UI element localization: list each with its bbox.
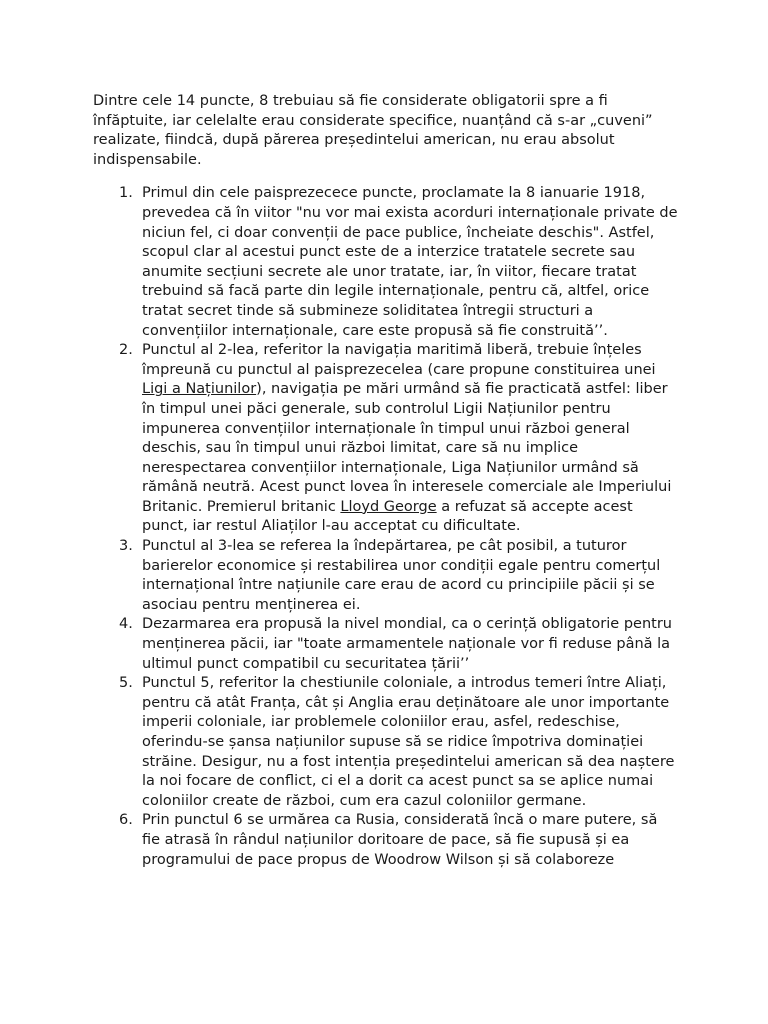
list-item-text: Punctul al 3-lea se referea la îndepărtarea, pe cât posibil, a tuturor barierelor economice și restabilirea unor condiții egale pentru comerțul internațional între națiunile care erau de acord cu principiile păcii și se asociau pentru menținerea ei. <box>142 538 661 613</box>
intro-paragraph: Dintre cele 14 puncte, 8 trebuiau să fie considerate obligatorii spre a fi înfăptuite, iar celelalte erau considerate specifice, nuanțând că s-ar „cuveni” realizate, fiindcă, după părerea președintelui american, nu erau absolut indispensabile. <box>93 93 653 168</box>
list-item-3 <box>93 537 678 615</box>
link-liga-natiunilor[interactable]: Ligi a Națiunilor <box>142 381 257 398</box>
list-number: 4. <box>119 616 133 633</box>
points-list <box>93 184 678 870</box>
list-item-5 <box>93 674 678 811</box>
document-page <box>93 92 678 870</box>
link-lloyd-george[interactable]: Lloyd George <box>340 498 437 515</box>
list-number: 1. <box>119 185 133 202</box>
list-item-2 <box>93 341 678 537</box>
list-item-text: ), navigația pe mări urmând să fie practicată astfel: liber în timpul unei păci generale, sub controlul Ligii Națiunilor pentru impunerea convențiilor internaționale în timpul unui război general deschis, sau în timpul unui război limitat, care să nu implice nerespectarea convențiilor internaționale, Liga Națiunilor urmând să rămână neutră. Acest punct lovea în interesele comerciale ale Imperiului Britanic. Premierul britanic <box>142 381 672 515</box>
list-item-text: Punctul al 2-lea, referitor la navigația maritimă liberă, trebuie înțeles împreună cu punctul al paisprezecelea (care propune constituirea unei <box>142 342 656 378</box>
list-item-text: Primul din cele paisprezecece puncte, proclamate la 8 ianuarie 1918, prevedea că în viitor "nu vor mai exista acorduri internaționale private de niciun fel, ci doar convenții de pace publice, încheiate deschis". Astfel, scopul clar al acestui punct este de a interzice tratatele secrete sau anumite secțiuni secrete ale unor tratate, iar, în viitor, fiecare tratat trebuind să facă parte din legile internaționale, pentru că, altfel, orice tratat secret tinde să submineze soliditatea întregii structuri a convențiilor internaționale, care este propusă să fie construită’’. <box>142 185 678 339</box>
list-item-text: Prin punctul 6 se urmărea ca Rusia, considerată încă o mare putere, să fie atrasă în rândul națiunilor doritoare de pace, să fie supusă și ea programului de pace propus de Woodrow Wilson și să colaboreze <box>142 812 658 868</box>
list-item-1 <box>93 184 678 341</box>
list-number: 5. <box>119 675 133 692</box>
list-number: 2. <box>119 342 133 359</box>
list-item-text: Dezarmarea era propusă la nivel mondial, ca o cerință obligatorie pentru menținerea păcii, iar "toate armamentele naționale vor fi reduse până la ultimul punct compatibil cu securitatea țării’’ <box>142 616 672 672</box>
list-item-4 <box>93 615 678 674</box>
list-item-text: Punctul 5, referitor la chestiunile coloniale, a introdus temeri între Aliați, pentru că atât Franța, cât și Anglia erau deținătoare ale unor importante imperii coloniale, iar problemele coloniilor erau, asfel, redeschise, oferindu-se șansa națiunilor supuse să se ridice împotriva dominației străine. Desigur, nu a fost intenția președintelui american să dea naștere la noi focare de conflict, ci el a dorit ca acest punct sa se aplice numai coloniilor create de război, cum era cazul coloniilor germane. <box>142 675 675 809</box>
list-number: 6. <box>119 812 133 829</box>
list-item-text: a refuzat să accepte acest punct, iar restul Aliaților l-au acceptat cu dificultate. <box>142 498 633 535</box>
list-item-6 <box>93 811 678 870</box>
list-number: 3. <box>119 538 133 555</box>
